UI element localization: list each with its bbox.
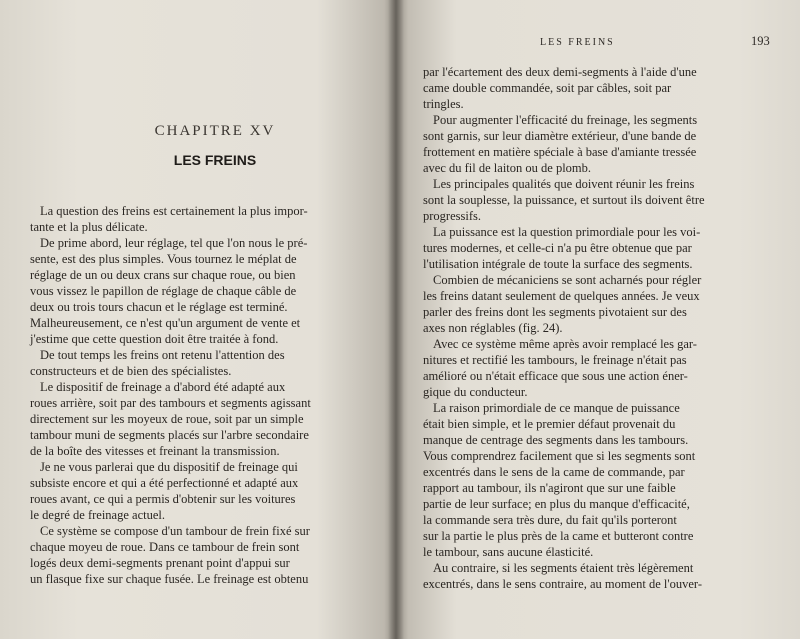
text-line: tante et la plus délicate. [30,220,148,234]
text-line: progressifs. [423,209,481,223]
page-number: 193 [751,34,770,48]
text-line: La raison primordiale de ce manque de puissance [433,401,680,415]
text-line: était bien simple, et le premier défaut provenait du [423,417,676,431]
text-line: Malheureusement, ce n'est qu'un argument de vente et [30,316,301,330]
text-line: tures modernes, et celle-ci n'a pu être obtenue que par [423,241,692,255]
text-line: le degré de freinage actuel. [30,508,165,522]
text-line: sont la souplesse, la puissance, et surtout ils doivent être [423,193,705,207]
text-line: tringles. [423,97,464,111]
text-line: chaque moyeu de roue. Dans ce tambour de frein sont [30,540,300,554]
text-line: sente, est des plus simples. Vous tournez le méplat de [30,252,297,266]
text-line: la commande sera très dure, du fait qu'ils porteront [423,513,677,527]
running-head: LES FREINS [540,37,615,48]
text-line: directement sur les moyeux de roue, soit par un simple [30,412,304,426]
text-line: De prime abord, leur réglage, tel que l'on nous le pré- [40,236,308,250]
text-line: La puissance est la question primordiale pour les voi- [433,225,701,239]
text-line: vous vissez le papillon de réglage de chaque câble de [30,284,297,298]
chapter-label: CHAPITRE XV [154,123,276,139]
text-line: sur la partie le plus près de la came et butteront contre [423,529,694,543]
text-line: axes non réglables (fig. 24). [423,321,563,335]
text-line: le tambour, sans aucune élasticité. [423,545,594,559]
text-line: avec du fil de laiton ou de plomb. [423,161,592,175]
text-line: j'estime que cette question doit être traitée à fond. [30,332,279,346]
chapter-title: LES FREINS [173,152,257,168]
text-line: Combien de mécaniciens se sont acharnés pour régler [433,273,702,287]
text-line: manque de centrage des segments dans les tambours. [423,433,689,447]
text-line: Je ne vous parlerai que du dispositif de freinage qui [40,460,298,474]
text-line: réglage de un ou deux crans sur chaque roue, ou bien [30,268,296,282]
text-line: frottement en matière spéciale à base d'amiante tressée [423,145,697,159]
text-line: Avec ce système même après avoir remplacé les gar- [433,337,697,351]
text-line: amélioré ou n'était efficace que sous une action éner- [423,369,688,383]
text-line: gique du conducteur. [423,385,528,399]
text-line: Pour augmenter l'efficacité du freinage, les segments [433,113,698,127]
text-line: constructeurs et de bien des spécialistes. [30,364,232,378]
text-line: Au contraire, si les segments étaient très légèrement [433,561,694,575]
text-line: excentrés, dans le sens contraire, au moment de l'ouver- [423,577,702,591]
text-line: Ce système se compose d'un tambour de frein fixé sur [40,524,310,538]
text-line: logés deux demi-segments prenant point d'appui sur [30,556,290,570]
text-line: par l'écartement des deux demi-segments à l'aide d'une [423,65,697,79]
text-line: roues avant, ce qui a permis d'obtenir sur les voitures [30,492,296,506]
text-line: subsiste encore et qui a été perfectionné et adapté aux [30,476,299,490]
text-line: came double commandée, soit par câbles, soit par [423,81,672,95]
text-line: deux ou trois tours chacun et le réglage est terminé. [30,300,288,314]
text-line: parler des freins dont les segments pivotaient sur des [423,305,687,319]
text-line: roues arrière, soit par des tambours et segments agissant [30,396,311,410]
text-line: Les principales qualités que doivent réunir les freins [433,177,695,191]
book-gutter [388,0,404,639]
text-line: La question des freins est certainement la plus impor- [40,204,308,218]
text-line: nitures et rectifié les tambours, le freinage n'était pas [423,353,687,367]
text-line: de la boîte des vitesses et freinant la transmission. [30,444,280,458]
text-line: sont garnis, sur leur diamètre extérieur, d'une bande de [423,129,697,143]
text-line: partie de leur surface; en plus du manque d'efficacité, [423,497,690,511]
text-line: Le dispositif de freinage a d'abord été adapté aux [40,380,286,394]
right-page [396,0,800,639]
text-line: excentrés dans le sens de la came de commande, par [423,465,685,479]
text-line: De tout temps les freins ont retenu l'attention des [40,348,285,362]
text-line: Vous comprendrez facilement que si les segments sont [423,449,696,463]
text-line: les freins datant seulement de quelques années. Je veux [423,289,700,303]
text-line: tambour muni de segments placés sur l'arbre secondaire [30,428,309,442]
text-line: un flasque fixe sur chaque fusée. Le freinage est obtenu [30,572,309,586]
text-line: rapport au tambour, ils n'agiront que sur une faible [423,481,676,495]
left-page [0,0,396,639]
text-line: l'utilisation intégrale de toute la surface des segments. [423,257,693,271]
